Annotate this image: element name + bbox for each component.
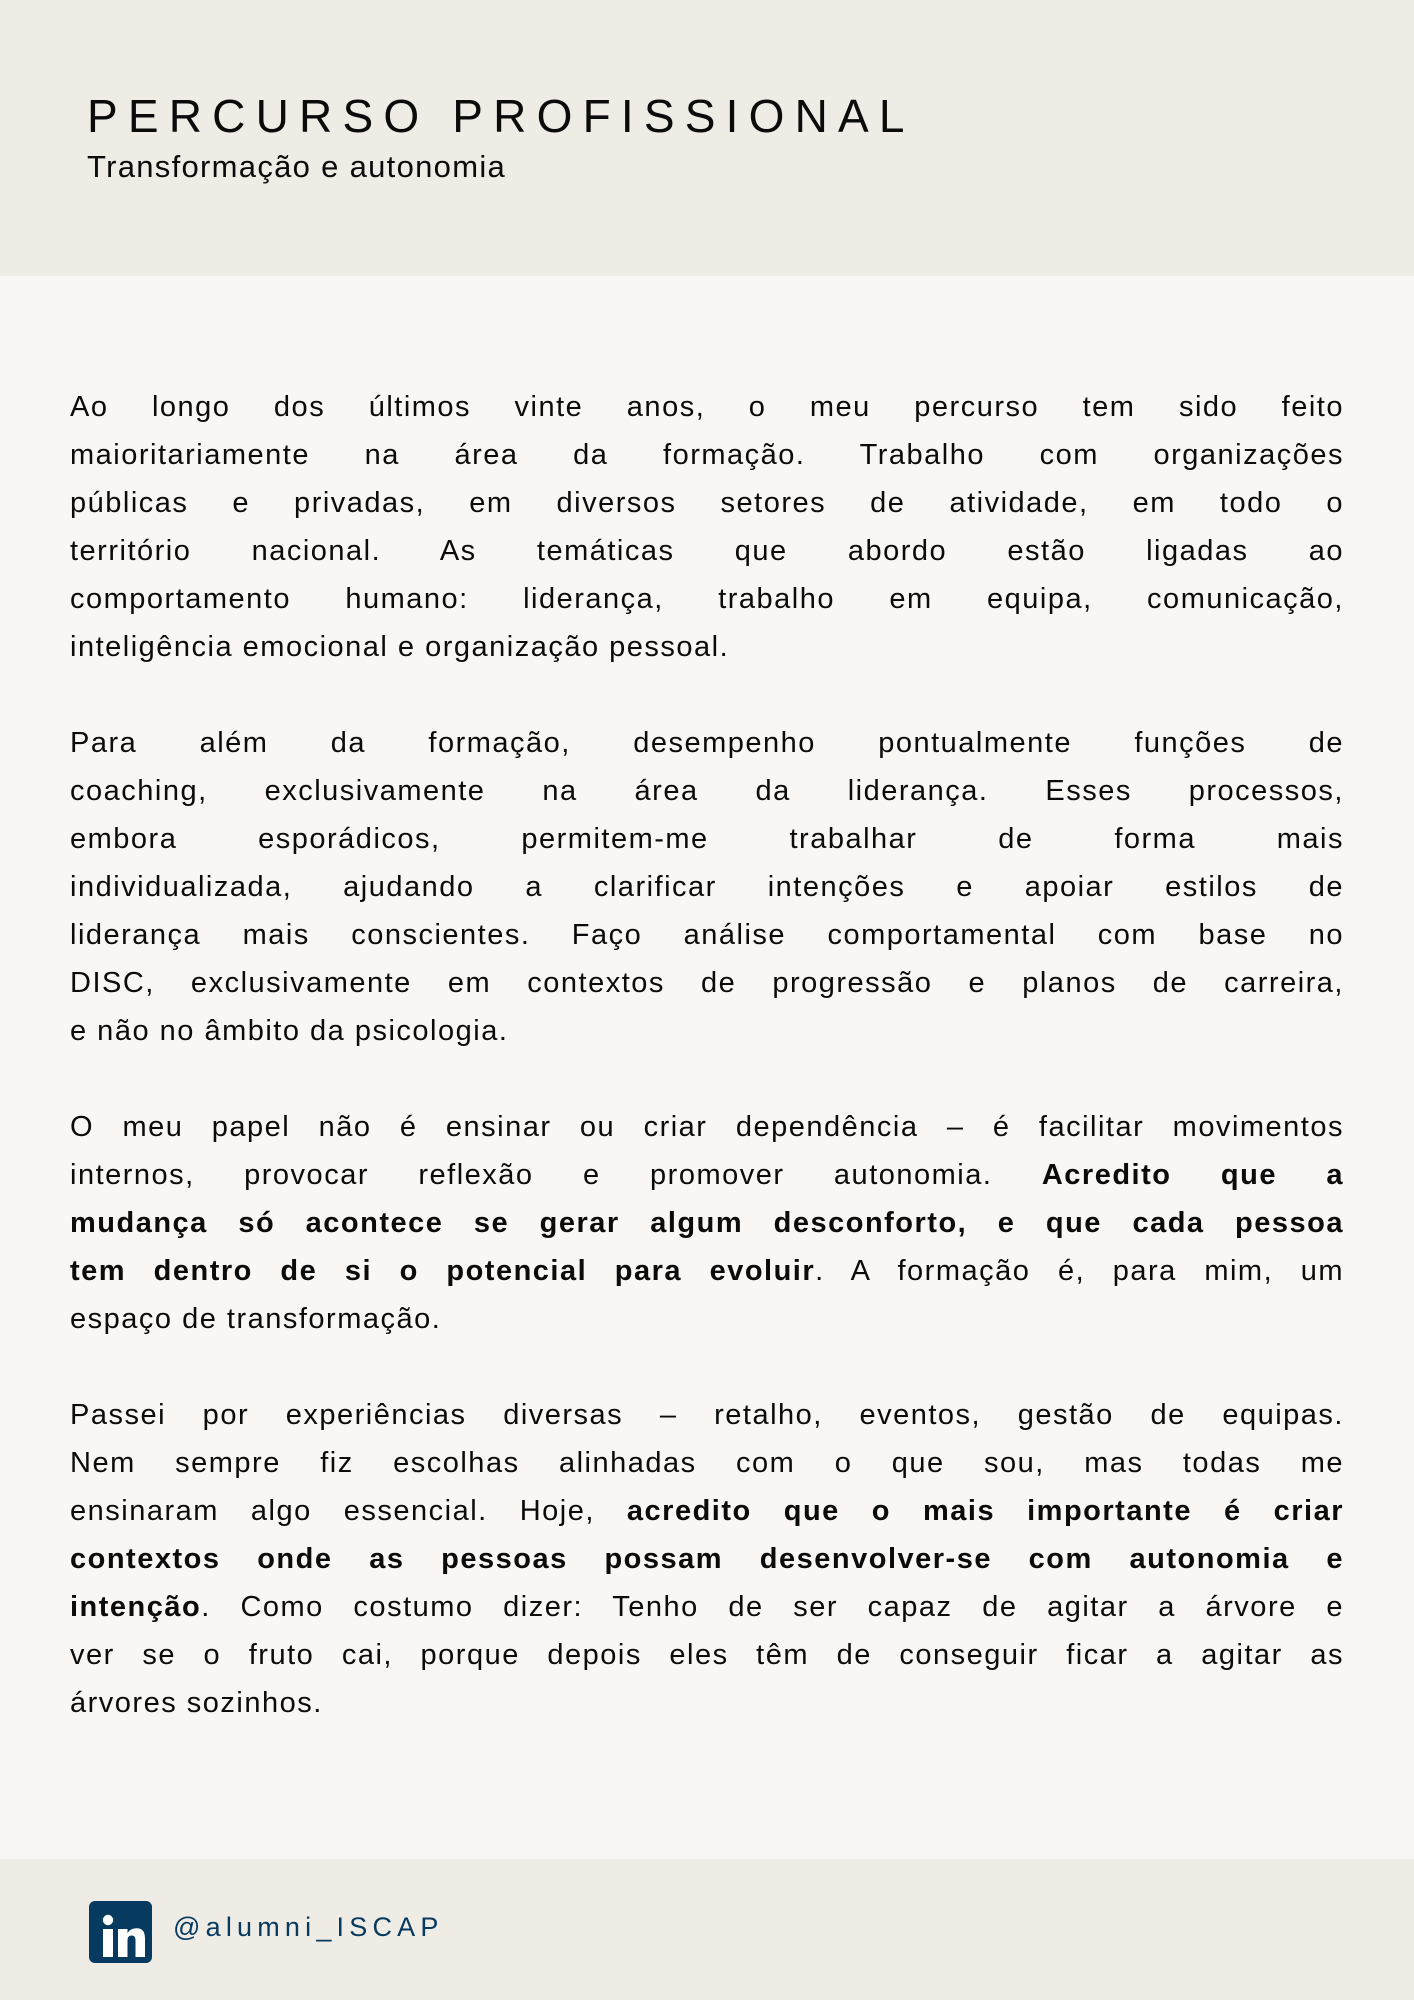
text-line	[70, 863, 1344, 911]
text-segment: comportamento humano: liderança, trabalho em equipa, comunicação,	[70, 583, 1344, 615]
page-title: PERCURSO PROFISSIONAL	[87, 90, 915, 142]
paragraph	[70, 383, 1344, 671]
text-line	[70, 1679, 1344, 1727]
body-text	[70, 383, 1344, 1775]
text-segment: maioritariamente na área da formação. Trabalho com organizações	[70, 439, 1344, 471]
page-header	[0, 0, 1414, 276]
text-line	[70, 1103, 1344, 1151]
text-segment: árvores sozinhos.	[70, 1687, 323, 1719]
text-line	[70, 815, 1344, 863]
linkedin-handle[interactable]: @alumni_ISCAP	[173, 1912, 444, 1942]
text-line	[70, 527, 1344, 575]
bold-text: acredito que o mais importante é criar	[626, 1495, 1344, 1527]
bold-text: Acredito que a	[1041, 1159, 1344, 1191]
text-line	[70, 1247, 1344, 1295]
text-segment: individualizada, ajudando a clarificar intenções e apoiar estilos de	[70, 871, 1344, 903]
text-segment: . A formação é, para mim, um	[815, 1255, 1344, 1287]
text-line	[70, 431, 1344, 479]
text-segment: O meu papel não é ensinar ou criar dependência – é facilitar movimentos	[70, 1111, 1344, 1143]
bold-text: tem dentro de si o potencial para evoluir	[70, 1255, 816, 1287]
bold-text: intenção	[70, 1591, 202, 1623]
text-line	[70, 479, 1344, 527]
text-line	[70, 1535, 1344, 1583]
text-segment: inteligência emocional e organização pessoal.	[70, 631, 730, 663]
text-line	[70, 1631, 1344, 1679]
text-segment: Para além da formação, desempenho pontualmente funções de	[70, 727, 1344, 759]
text-line	[70, 1151, 1344, 1199]
bold-text: contextos onde as pessoas possam desenvolver-se com autonomia e	[70, 1543, 1344, 1575]
text-segment: liderança mais conscientes. Faço análise comportamental com base no	[70, 919, 1344, 951]
text-segment: Nem sempre fiz escolhas alinhadas com o que sou, mas todas me	[70, 1447, 1344, 1479]
text-segment: Ao longo dos últimos vinte anos, o meu percurso tem sido feito	[70, 391, 1344, 423]
text-segment: ensinaram algo essencial. Hoje,	[70, 1495, 627, 1527]
text-segment: internos, provocar reflexão e promover autonomia.	[70, 1159, 1042, 1191]
text-segment: embora esporádicos, permitem-me trabalhar de forma mais	[70, 823, 1344, 855]
paragraph	[70, 1391, 1344, 1727]
text-line	[70, 1439, 1344, 1487]
text-line	[70, 1487, 1344, 1535]
linkedin-glyph	[89, 1901, 152, 1963]
text-line	[70, 767, 1344, 815]
text-line	[70, 623, 1344, 671]
bold-text: mudança só acontece se gerar algum desconforto, e que cada pessoa	[70, 1207, 1344, 1239]
text-segment: coaching, exclusivamente na área da liderança. Esses processos,	[70, 775, 1344, 807]
text-line	[70, 383, 1344, 431]
text-segment: . Como costumo dizer: Tenho de ser capaz de agitar a árvore e	[201, 1591, 1344, 1623]
text-line	[70, 1391, 1344, 1439]
page-subtitle: Transformação e autonomia	[87, 149, 507, 184]
paragraph	[70, 719, 1344, 1055]
text-segment: território nacional. As temáticas que abordo estão ligadas ao	[70, 535, 1344, 567]
text-segment: DISC, exclusivamente em contextos de progressão e planos de carreira,	[70, 967, 1344, 999]
text-segment: públicas e privadas, em diversos setores de atividade, em todo o	[70, 487, 1344, 519]
text-line	[70, 719, 1344, 767]
linkedin-icon[interactable]	[89, 1901, 152, 1963]
text-line	[70, 1007, 1344, 1055]
text-segment: e não no âmbito da psicologia.	[70, 1015, 509, 1047]
text-segment: Passei por experiências diversas – retalho, eventos, gestão de equipas.	[70, 1399, 1344, 1431]
text-line	[70, 911, 1344, 959]
text-segment: espaço de transformação.	[70, 1303, 442, 1335]
text-line	[70, 1583, 1344, 1631]
text-segment: ver se o fruto cai, porque depois eles têm de conseguir ficar a agitar as	[70, 1639, 1344, 1671]
text-line	[70, 575, 1344, 623]
paragraph	[70, 1103, 1344, 1343]
text-line	[70, 1199, 1344, 1247]
text-line	[70, 959, 1344, 1007]
text-line	[70, 1295, 1344, 1343]
